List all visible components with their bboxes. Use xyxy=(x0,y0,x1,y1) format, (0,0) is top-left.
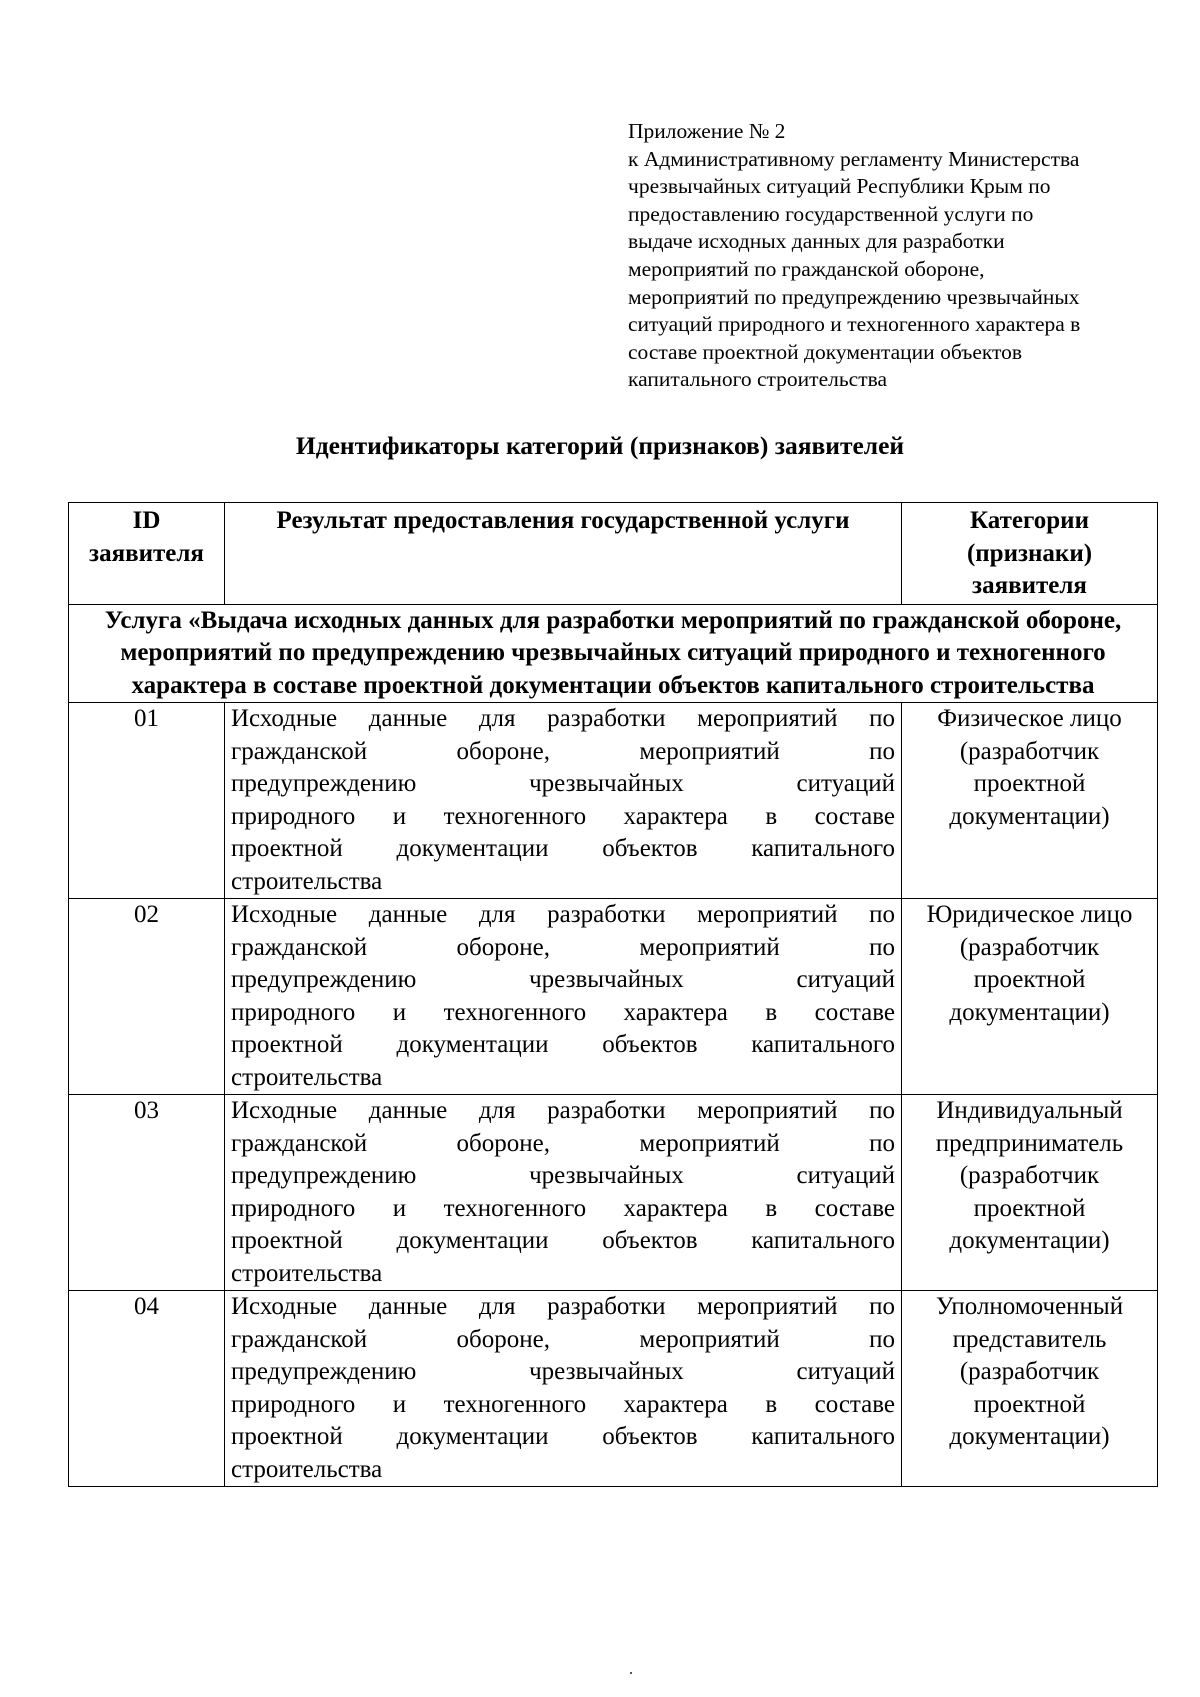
result-line: гражданской обороне, мероприятий по xyxy=(231,933,895,961)
result-line: гражданской обороне, мероприятий по xyxy=(231,737,895,765)
result-line: предупреждению чрезвычайных ситуаций xyxy=(231,1358,895,1385)
service-result xyxy=(225,1095,902,1291)
table-row xyxy=(69,703,1158,899)
applicant-id: 03 xyxy=(69,1095,225,1291)
result-line: строительства xyxy=(231,1455,383,1483)
result-line: предупреждению чрезвычайных ситуаций xyxy=(231,966,895,993)
scan-speck xyxy=(630,1672,632,1674)
applicant-id: 01 xyxy=(69,703,225,899)
applicant-category: Уполномоченный представитель (разработчик проектной документации) xyxy=(902,1291,1158,1487)
result-line: гражданской обороне, мероприятий по xyxy=(231,1325,895,1353)
service-result xyxy=(225,899,902,1095)
result-line: строительства xyxy=(231,1259,383,1287)
header-category: Категории (признаки) заявителя xyxy=(902,503,1158,605)
applicant-category: Юридическое лицо (разработчик проектной документации) xyxy=(902,899,1158,1095)
table-row xyxy=(69,899,1158,1095)
appendix-line: к Административному регламенту Министерства xyxy=(628,146,1080,171)
result-line: предупреждению чрезвычайных ситуаций xyxy=(231,1162,895,1189)
appendix-line: ситуаций природного и техногенного характера в xyxy=(628,312,1081,337)
appendix-line: мероприятий по гражданской обороне, xyxy=(628,256,985,281)
result-line: строительства xyxy=(231,1063,383,1091)
result-line: природного и техногенного характера в составе xyxy=(231,1194,895,1222)
table-row xyxy=(69,1291,1158,1487)
result-line: природного и техногенного характера в составе xyxy=(231,998,895,1026)
document-title: Идентификаторы категорий (признаков) заявителей xyxy=(295,431,905,460)
header-id: ID заявителя xyxy=(69,503,225,605)
result-line: проектной документации объектов капитального xyxy=(231,835,895,862)
result-line: строительства xyxy=(231,867,383,895)
result-line: Исходные данные для разработки мероприятий по xyxy=(231,901,895,928)
appendix-line: Приложение № 2 xyxy=(628,119,786,143)
appendix-block xyxy=(628,118,1155,394)
service-result xyxy=(225,1291,902,1487)
result-line: проектной документации объектов капитального xyxy=(231,1031,895,1058)
result-line: проектной документации объектов капитального xyxy=(231,1227,895,1254)
applicant-categories-table xyxy=(68,502,1158,1487)
table-header-row xyxy=(69,503,1158,605)
result-line: Исходные данные для разработки мероприятий по xyxy=(231,1097,895,1124)
result-line: Исходные данные для разработки мероприятий по xyxy=(231,705,895,732)
appendix-line: выдаче исходных данных для разработки xyxy=(628,229,1005,254)
applicant-category: Физическое лицо (разработчик проектной документации) xyxy=(902,703,1158,899)
appendix-line: мероприятий по предупреждению чрезвычайных xyxy=(628,284,1080,309)
service-name: Услуга «Выдача исходных данных для разработки мероприятий по гражданской обороне, мероприятий по предупреждению чрезвычайных ситуаций природного и техногенного характера в составе проектной документации объектов капитального строительства xyxy=(69,604,1158,703)
result-line: Исходные данные для разработки мероприятий по xyxy=(231,1293,895,1320)
result-line: проектной документации объектов капитального xyxy=(231,1423,895,1450)
applicant-id: 02 xyxy=(69,899,225,1095)
appendix-line: предоставлению государственной услуги по xyxy=(628,201,1034,226)
service-row xyxy=(69,604,1158,703)
header-result: Результат предоставления государственной услуги xyxy=(225,503,902,605)
appendix-line: составе проектной документации объектов xyxy=(628,339,1023,364)
table-row xyxy=(69,1095,1158,1291)
applicant-category: Индивидуальный предприниматель (разработчик проектной документации) xyxy=(902,1095,1158,1291)
result-line: природного и техногенного характера в составе xyxy=(231,1390,895,1418)
applicant-id: 04 xyxy=(69,1291,225,1487)
appendix-line: чрезвычайных ситуаций Республики Крым по xyxy=(628,174,1051,199)
result-line: природного и техногенного характера в составе xyxy=(231,802,895,830)
appendix-line: капитального строительства xyxy=(628,367,888,392)
result-line: предупреждению чрезвычайных ситуаций xyxy=(231,770,895,797)
result-line: гражданской обороне, мероприятий по xyxy=(231,1129,895,1157)
service-result xyxy=(225,703,902,899)
